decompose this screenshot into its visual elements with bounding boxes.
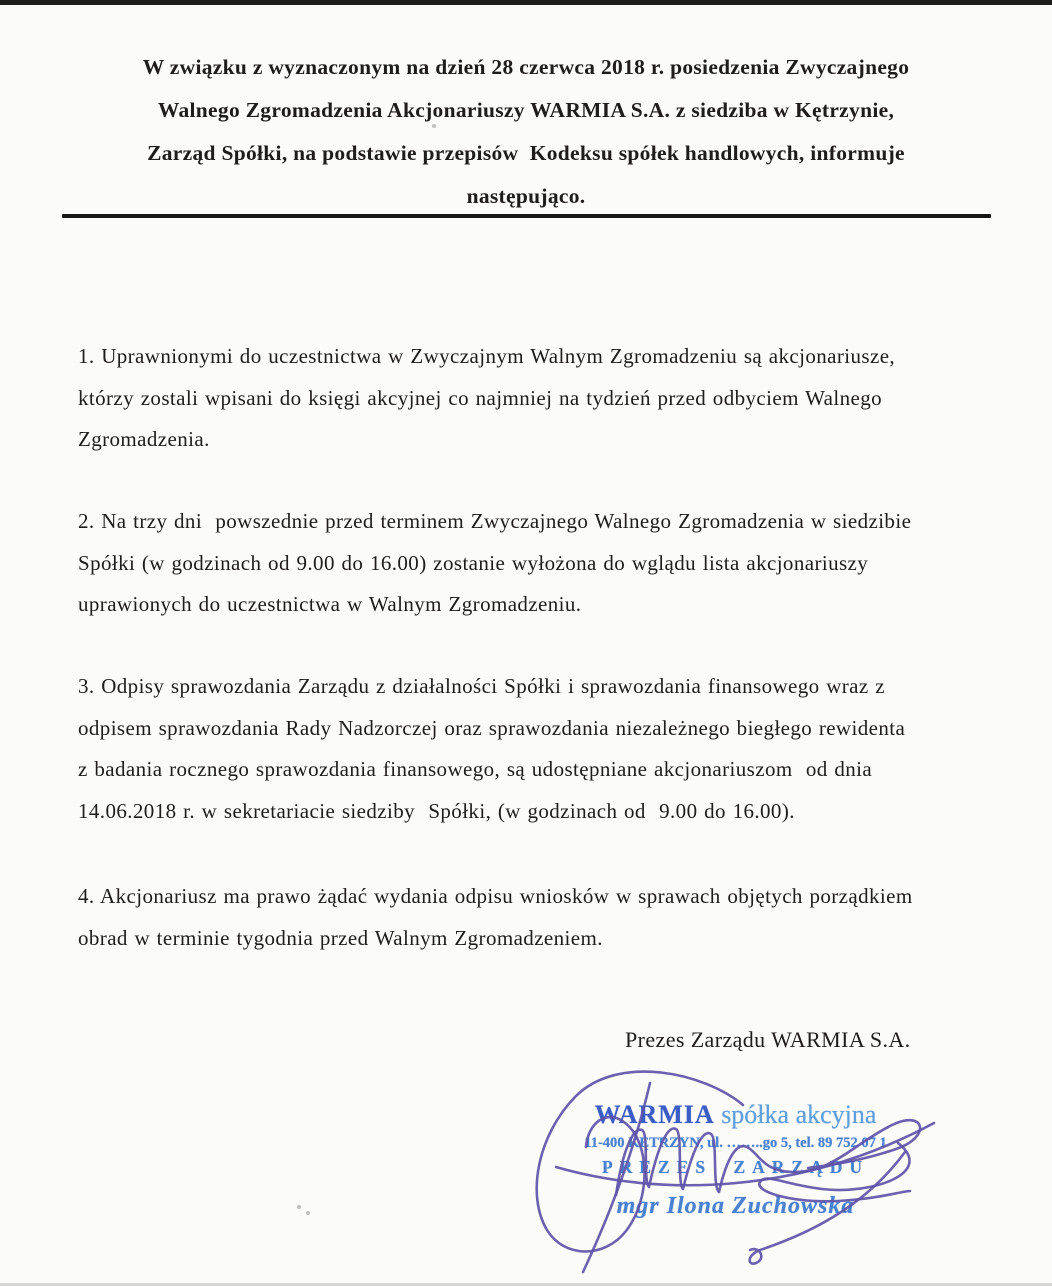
paragraph-line: 14.06.2018 r. w sekretariacie siedziby Spółki, (w godzinach od 9.00 do 16.00). <box>78 798 795 823</box>
header-line: Walnego Zgromadzenia Akcjonariuszy WARMIA S.A. z siedziba w Kętrzynie, <box>157 98 895 122</box>
signoff-line: Prezes Zarządu WARMIA S.A. <box>625 1027 911 1052</box>
paragraph-line: Spółki (w godzinach od 9.00 do 16.00) zostanie wyłożona do wglądu lista akcjonariuszy <box>78 550 869 575</box>
paragraph-line: Zgromadzenia. <box>78 427 210 451</box>
scan-speck <box>297 1205 301 1209</box>
stamp-title: PREZES ZARZĄDU <box>602 1157 869 1177</box>
scan-speck <box>432 124 436 128</box>
header-line: Zarząd Spółki, na podstawie przepisów Kodeksu spółek handlowych, informuje <box>147 141 905 165</box>
handwritten-signature <box>500 1045 980 1286</box>
paragraph-line: z badania rocznego sprawozdania finansowego, są udostępniane akcjonariuszom od dnia <box>78 757 873 781</box>
paragraph-line: którzy zostali wpisani do księgi akcyjnej co najmniej na tydzień przed odbyciem Walnego <box>78 385 882 410</box>
paragraph-2 <box>78 501 993 626</box>
divider-rule <box>62 214 991 218</box>
paragraph-line: 1. Uprawnionymi do uczestnictwa w Zwyczajnym Walnym Zgromadzeniu są akcjonariusze, <box>78 344 896 368</box>
paragraph-3 <box>78 666 993 832</box>
paragraph-line: obrad w terminie tygodnia przed Walnym Zgromadzeniem. <box>78 925 603 950</box>
stamp-address: 11-400 KĘTRZYN, ul. ……..go 5, tel. 89 752 07 1 <box>584 1135 887 1151</box>
scan-edge-top <box>0 0 1052 5</box>
paragraph-line: 2. Na trzy dni powszednie przed terminem Zwyczajnego Walnego Zgromadzenia w siedzibie <box>78 509 912 533</box>
notice-header <box>0 46 1052 218</box>
paragraph-line: odpisem sprawozdania Rady Nadzorczej oraz sprawozdania niezależnego biegłego rewidenta <box>78 715 906 740</box>
paragraph-line: 4. Akcjonariusz ma prawo żądać wydania odpisu wniosków w sprawach objętych porządkiem <box>78 884 913 908</box>
paragraph-line: uprawionych do uczestnictwa w Walnym Zgromadzeniu. <box>78 592 582 616</box>
paragraph-4 <box>78 876 993 959</box>
header-line: następująco. <box>466 184 586 208</box>
stamp-company-strong: WARMIA <box>594 1100 715 1129</box>
paragraph-line: 3. Odpisy sprawozdania Zarządu z działalności Spółki i sprawozdania finansowego wraz z <box>78 674 885 698</box>
stamp-company-light: spółka akcyjna <box>714 1100 877 1129</box>
paragraph-1 <box>78 336 993 461</box>
header-line: W związku z wyznaczonym na dzień 28 czerwca 2018 r. posiedzenia Zwyczajnego <box>142 55 910 79</box>
stamp-signer-name: mgr Ilona Zuchowska <box>616 1193 855 1219</box>
scan-speck <box>306 1211 310 1215</box>
